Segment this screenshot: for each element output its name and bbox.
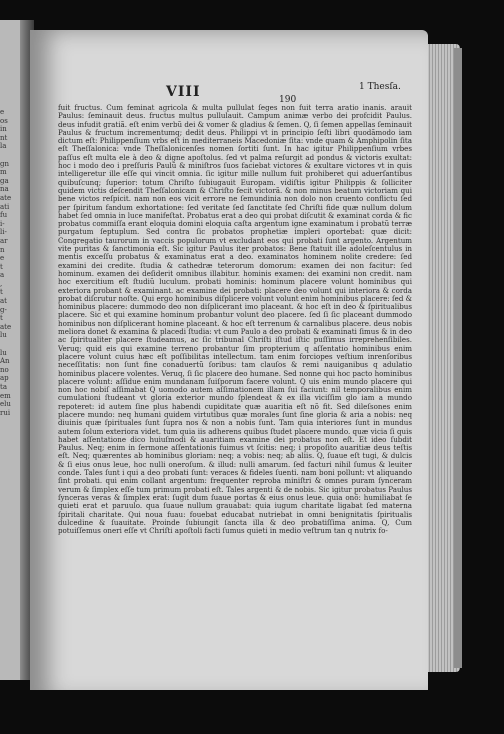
page-edges-shadow xyxy=(454,48,462,668)
chapter-heading: VIII xyxy=(166,84,201,100)
folio-number: 190 xyxy=(279,95,297,105)
running-head: 1 Thesſa. xyxy=(359,82,401,92)
bottom-shadow xyxy=(30,690,460,734)
left-page-margin-text: e os in nt la gn m ga na ate ati fu i- li- ar n e t a , t at g- t ate lu lu An no ap ta em elu rui xyxy=(0,108,12,417)
body-text: fuit fructus. Cum feminat agricola & multa pullulat ſeges non fuit terra aratio inanis. arauit Paulus: ſeminauit deus. fructus multus pullulauit. Campum animæ verbo dei profcidit Paulus. deus infudit gratiã. eſt enim verbũ dei & vomer & gladius & ſemen. Q, ſi ſemen appellas ſeminauit Paulus & fructum incrementumq; dedit deus. Philippi vt in principio ſeſti libri quodãmodo iam dictum eſt: Philippenſium vrbs eſt in mediterraneis Macedoniæ ſita: vnde quam & Amphipolin ſita eſt Theſſalonica: vnde Theſſalonicenſes nomen ſortiti ſunt. In hac igitur Philippenſium vrbes paſſus eſt multa ele à deo & digne apoſtolus. ſed vt palma reſurgit ad pondus & victoris exultat: hoc i modo deo i preſſuris Paulũ & miniſtros ſuos faciebat victores & exultare victores vt in quis intelligeretur ille eſſe qui vincit omnia. ſic igitur mille nullum fuit prohiberet qui aduerſantibus quibuſcunq; ſuperior: totum Chriſto ſubiugauit Europam. vidiſtis igitur Philippis & ſolliciter quidem victis deſcendit Theſſalonicam & Chriſto fecit victorã. & non minus beatum victoriam qui bene victos reſpicit. nam non eos vicit errore ne ſemundinia non dolo non cruento conflictu ſed per ſpiritum fandum exhortatione: ſed veritate ſed ſanctitate ſed Chriſti fide quæ nullum dolum habet ſed omnia in luce manifeſtat. Probatus erat a deo qui probat diſcutit & examinat corda & fic probatus commiſſa erant eloquia domini eloquia caſta argentum igne examinatum i probatũ terræ purgatum ſeptuplum. Sed contra ſic probatos prophetiæ impleri oportebat: quæ dicit: Congregatio taurorum in vaccis populorum vt excludant eos qui probati ſunt argento. Argentum vite puritas & ſanctimonia eſt. Sic igitur Paulus iter probatos: Bene ſtatuit ille adoleſcentulus in mentis exceſſu probatus & examinatus erat a deo. examinatos hominem nolite credere: ſed examini dei credite. ſtudia & cathedræ teterorum domorum: examen dei non facitur: ſed hominum. examen dei deſiderit omnibus illabitur. hominis examen: dei examini non credit. nam hoc exercitium eſt ſtudiũ luculum. probati hominis: hominum placere volunt hominibus qui exteriora probant & examinant. ac examine dei probati: placere deo volunt qui interiora & corda probat diſcrutur noſte. Qui ergo hominibus diſplicere volunt volunt enim hominibus placere: ſed & hominibus placere: dummodo deo non diſplicerant imo placeant. & hoc eſt in deo & ſpiritualibus placere. Sic et qui examine hominum probantur volunt deo placere. ſed ſi ſic placeant dummodo hominibus non diſplicerant homine placeant. & hoc eſt terrenum & carnalibus placere. deus nobis meliora donet & examina & placedi ſtudia: vt cum Paulo a deo probati & examinati ſimus & in deo ac ſpiritualiter placere ſtudeamus, ac ſic tribunal Chriſti iſtud iſtic puſſimus irreprehenſibiles. Veruq; quid eis qui examine terreno probantur ſim propterium q aſſentatio hominibus enim placere volunt cuius hæc eſt poſſibilitas intellectum. tam enim forciopes veſtium inrenſoribus neceſſitatis: non ſunt fine conaduertũ ſoribus: tam clauſos & remi nauiganibus q adulatio hominibus placere volentes. Veruq, ſi ſic placere deo humane. Sed nonne qui hoc pacto hominibus placere volunt: aſſidue enim mundanam ſuiſporum facere volunt. Q uis enim mundo placere qui non hoc nobiſ aſſimabat Q uomodo autem aſſimationem illam ſui faciunt: nil temporalibus enim cumulationi ſtudeant vt gloria exterior mundo ſplendeat & ex illa viciſſim glo iam a mundo repoteret: id autem ſine plus habendi cupiditate quæ auaritia eſt nõ fit. Sed dileſsones enim placere mundo: neq humani quidem virtutibus quæ morales ſunt ſine gloria & aria a nobis: neq diuinis quæ ſpirituales ſunt ſupra nos & non a nobis ſunt. Tam quia interiores ſunt in mundus autem ſolum exteriora videt. tum quia iis adherens quibus ſtudet placere mundo. quæ vicia ſi quis habet aſſentatione dico huiuſmodi & auaritiam examine dei probatus non eſt. Et ideo ſubdit Paulus. Neq; enim in ſermone aſſentationis fuimus vt ſcitis: neq; i propoſito auaritiæ deus teſtis eſt. Neq; quærentes ab hominibus gloriam: neq; a vobis: neq; ab aliis. Q, ſuaue eſt tugi, & dulcis & ſi eius onus leue, hoc nulli oneroſum. & illud: nulli amarum. ſed facturi nihil ſumus & leuiter conde. Tales ſunt i qui a deo probati ſunt: veraces & fideles ſuenti. nam boni pollunt: vt aliquando ſint probati. qui enim collant argentum: frequenter reproba miniſtri & omnes puram ſynceram verum & ſimplex eſſe tum primum probati eſt. Tales argenti & de nobis. Sic igitur probatus Paulus ſynceras veras & ſimplex erat: ſugit dum ſuaue portas & eius onus leue. quia onõ: humiliabat ſe quieti erat et paruulo. qua ſuaue nullum grauabat: quia iugum charitate ligabat ſed materna ſpiritali charitate. Qui noua fuau: fouebat educabat nutriebat in omni benignitatis ſpiritualis dulcedine & ſuauitate. Proinde ſubiungit ſancta illa & deo probatiſſima anima. Q, Cum potuiſſemus oneri eſſe vt Chriſti apoſtoli facti ſumus quieti in medio veſtrum tan q nutrix fo- xyxy=(58,104,412,536)
